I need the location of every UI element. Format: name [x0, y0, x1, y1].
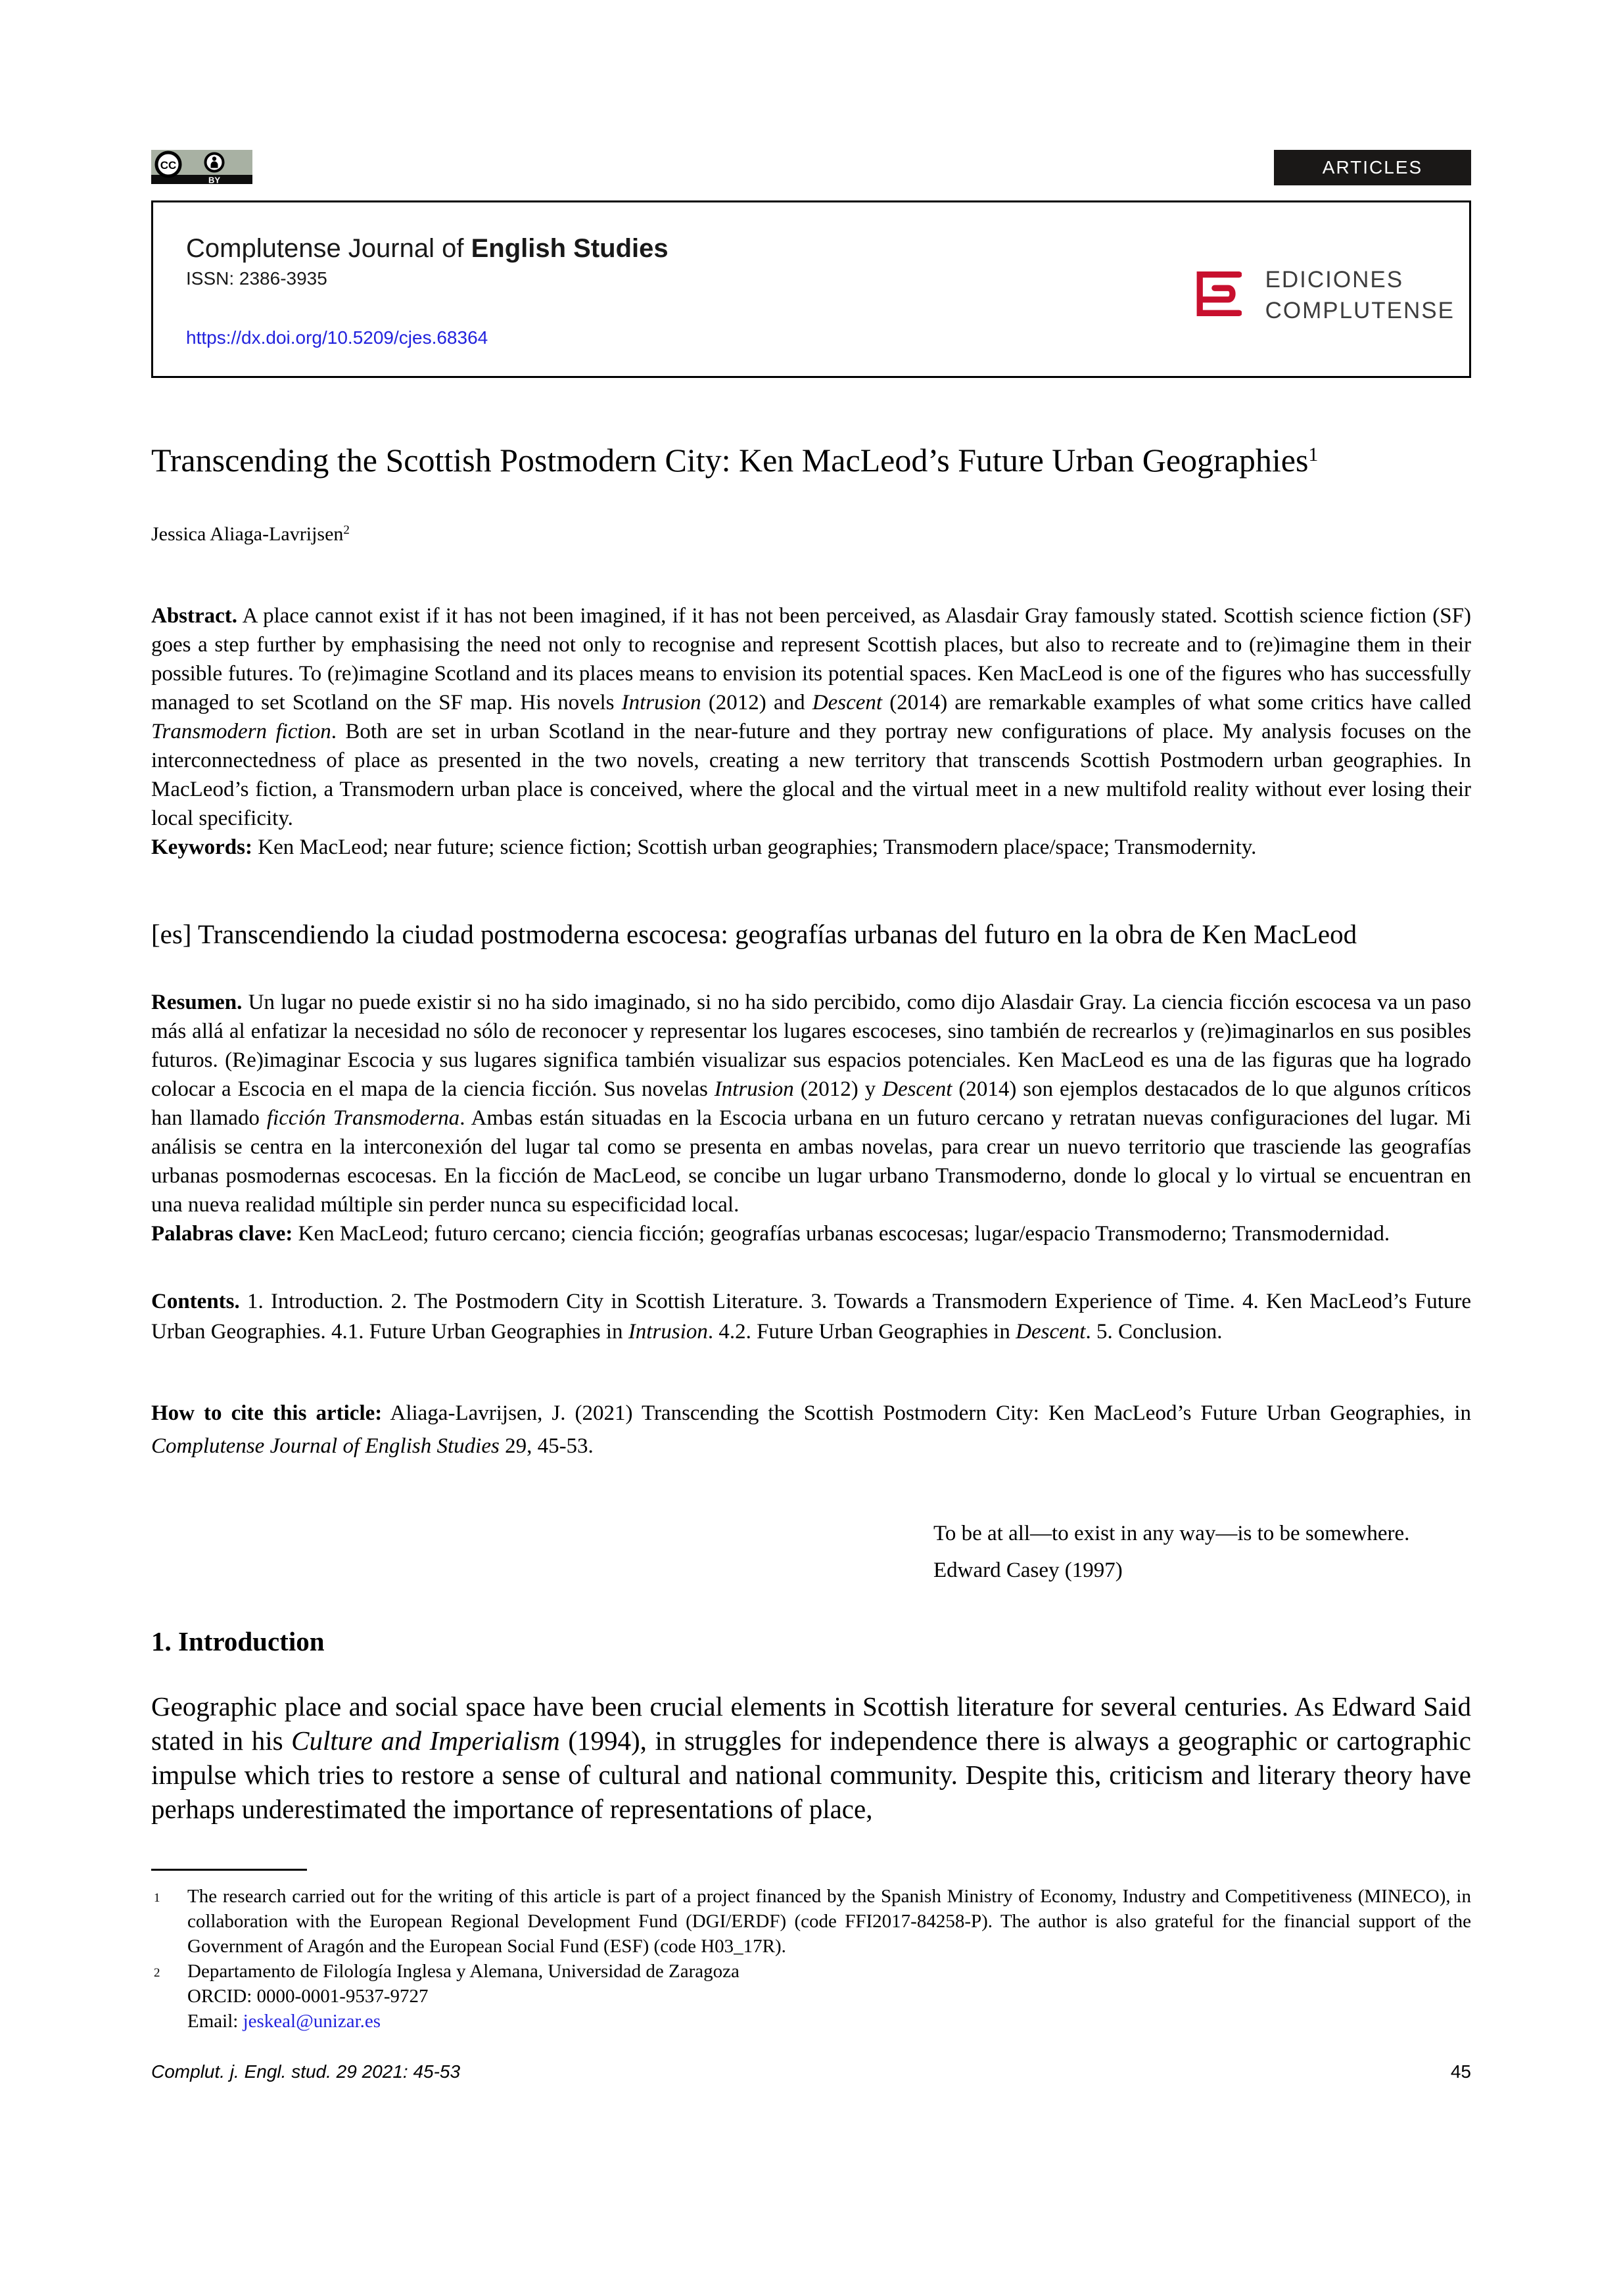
- articles-badge: ARTICLES: [1274, 150, 1471, 185]
- cc-by-license-icon: [151, 150, 252, 187]
- how-to-cite-label: How to cite this article:: [151, 1401, 383, 1425]
- spanish-title: [es] Transcendiendo la ciudad postmoderna escocesa: geografías urbanas del futuro en la obra de Ken MacLeod: [151, 919, 1357, 949]
- author-name: Jessica Aliaga-Lavrijsen$^2$: [151, 523, 350, 545]
- masthead-box: [151, 200, 1471, 378]
- page-footer: [151, 2061, 1471, 2082]
- cc-by-text: BY: [208, 175, 221, 184]
- publisher-logo: [1194, 264, 1455, 326]
- epigraph: [933, 1515, 1471, 1589]
- footer-page-number: 45: [1450, 2061, 1471, 2082]
- journal-issn: ISSN: 2386-3935: [186, 268, 327, 289]
- footnote-2-email-line: Email: jeskeal@unizar.es: [187, 2011, 381, 2032]
- publisher-name-line2: COMPLUTENSE: [1265, 298, 1455, 323]
- section-heading-introduction: 1. Introduction: [151, 1626, 325, 1656]
- epigraph-attribution: Edward Casey (1997): [933, 1558, 1123, 1582]
- footnote-2-orcid: ORCID: 0000-0001-9537-9727: [187, 1986, 429, 2007]
- introduction-paragraph: Geographic place and social space have been crucial elements in Scottish literature for several centuries. As Edward Said stated in his Culture and Imperialism (1994), in struggles for independence there is always a geographic or cartographic impulse which tries to restore a sense of cultural and national community. Despite this, criticism and literary theory have perhaps underestimated the importance of representations of place,: [151, 1691, 1471, 1824]
- footnote-1-ref: 1: [154, 1891, 160, 1905]
- contents-paragraph: Contents. 1. Introduction. 2. The Postmodern City in Scottish Literature. 3. Towards a Transmodern Experience of Time. 4. Ken MacLeod’s Future Urban Geographies. 4.1. Future Urban Geographies in Intrusion. 4.2. Future Urban Geographies in Descent. 5. Conclusion.: [151, 1290, 1471, 1344]
- how-to-cite-section: [151, 1397, 1471, 1463]
- contents-section: [151, 1286, 1471, 1347]
- journal-title: Complutense Journal of English Studies: [186, 234, 669, 263]
- publisher-name: [1265, 264, 1455, 326]
- doi-link[interactable]: https://dx.doi.org/10.5209/cjes.68364: [186, 327, 488, 348]
- article-title: Transcending the Scottish Postmodern City: Ken MacLeod’s Future Urban Geographies$^1$: [151, 442, 1319, 479]
- palabras-clave-label: Palabras clave:: [151, 1222, 293, 1246]
- footnotes-section: [151, 1884, 1471, 2034]
- resumen-paragraph: Resumen. Un lugar no puede existir si no ha sido imaginado, si no ha sido percibido, como dijo Alasdair Gray. La ciencia ficción escocesa va un paso más allá al enfatizar la necesidad no sólo de reconocer y representar los lugares escoceses, sino también de recrearlos y (re)imaginarlos en sus posibles futuros. (Re)imaginar Escocia y sus lugares significa también visualizar sus espacios potenciales. Ken MacLeod es una de las figuras que ha logrado colocar a Escocia en el mapa de la ciencia ficción. Sus novelas Intrusion (2012) y Descent (2014) son ejemplos destacados de lo que algunos críticos han llamado ficción Transmoderna. Ambas están situadas en la Escocia urbana en un futuro cercano y retratan nuevas configuraciones del lugar. Mi análisis se centra en la interconexión del lugar tal como se presenta en ambas novelas, para crear un nuevo territorio que trasciende las geografías urbanas posmodernas escocesas. En la ficción de MacLeod, se concibe un lugar urbano Transmoderno, donde lo glocal y lo virtual se encuentran en una nueva realidad múltiple sin perder nunca su especificidad local.: [151, 991, 1471, 1217]
- palabras-clave-line: Palabras clave: Ken MacLeod; futuro cercano; ciencia ficción; geografías urbanas escocesas; lugar/espacio Transmoderno; Transmodernidad.: [151, 1222, 1390, 1246]
- title-footnote-ref: 1: [1308, 444, 1319, 465]
- footnote-divider: [151, 1869, 307, 1871]
- footnote-2: [151, 1959, 1471, 2034]
- top-badges-row: [151, 150, 1471, 185]
- footnote-1-text: The research carried out for the writing of this article is part of a project financed by the Spanish Ministry of Economy, Industry and Competitiveness (MINECO), in collaboration with the European Regional Development Fund (DGI/ERDF) (code FFI2017-84258-P). The author is also grateful for the financial support of the Government of Aragón and the European Social Fund (ESF) (code H03_17R).: [187, 1886, 1471, 1957]
- footnote-2-text: [187, 1959, 1471, 2034]
- publisher-name-line1: EDICIONES: [1265, 267, 1404, 293]
- resumen-section: [151, 988, 1471, 1248]
- footnote-2-ref: 2: [154, 1966, 160, 1980]
- footnote-2-affiliation: Departamento de Filología Inglesa y Alemana, Universidad de Zaragoza: [187, 1961, 740, 1982]
- keywords-line: Keywords: Ken MacLeod; near future; science fiction; Scottish urban geographies; Transmodern place/space; Transmodernity.: [151, 835, 1257, 859]
- footnote-1: [151, 1884, 1471, 1959]
- abstract-label: Abstract.: [151, 604, 238, 628]
- footer-journal-ref: Complut. j. Engl. stud. 29 2021: 45-53: [151, 2061, 461, 2082]
- how-to-cite-paragraph: How to cite this article: Aliaga-Lavrijsen, J. (2021) Transcending the Scottish Postmodern City: Ken MacLeod’s Future Urban Geographies, in Complutense Journal of English Studies 29, 45-53.: [151, 1401, 1471, 1458]
- contents-label: Contents.: [151, 1290, 240, 1313]
- email-link[interactable]: jeskeal@unizar.es: [243, 2011, 381, 2032]
- resumen-label: Resumen.: [151, 991, 243, 1014]
- ediciones-complutense-logo-icon: [1194, 270, 1242, 321]
- epigraph-quote: To be at all—to exist in any way—is to be somewhere.: [933, 1522, 1410, 1545]
- abstract-section: [151, 601, 1471, 862]
- author-footnote-ref: 2: [343, 523, 350, 537]
- keywords-label: Keywords:: [151, 835, 252, 859]
- abstract-paragraph: Abstract. A place cannot exist if it has not been imagined, if it has not been perceived, as Alasdair Gray famously stated. Scottish science fiction (SF) goes a step further by emphasising the need not only to recognise and represent Scottish places, but also to recreate and to (re)imagine them in their possible futures. To (re)imagine Scotland and its places means to envision its potential spaces. Ken MacLeod is one of the figures who has successfully managed to set Scotland on the SF map. His novels Intrusion (2012) and Descent (2014) are remarkable examples of what some critics have called Transmodern fiction. Both are set in urban Scotland in the near-future and they portray new configurations of place. My analysis focuses on the interconnectedness of place as presented in the two novels, creating a new territory that transcends Scottish Postmodern urban geographies. In MacLeod’s fiction, a Transmodern urban place is conceived, where the glocal and the virtual meet in a new multifold reality without ever losing their local specificity.: [151, 604, 1471, 830]
- cc-circle-text: CC: [160, 159, 177, 172]
